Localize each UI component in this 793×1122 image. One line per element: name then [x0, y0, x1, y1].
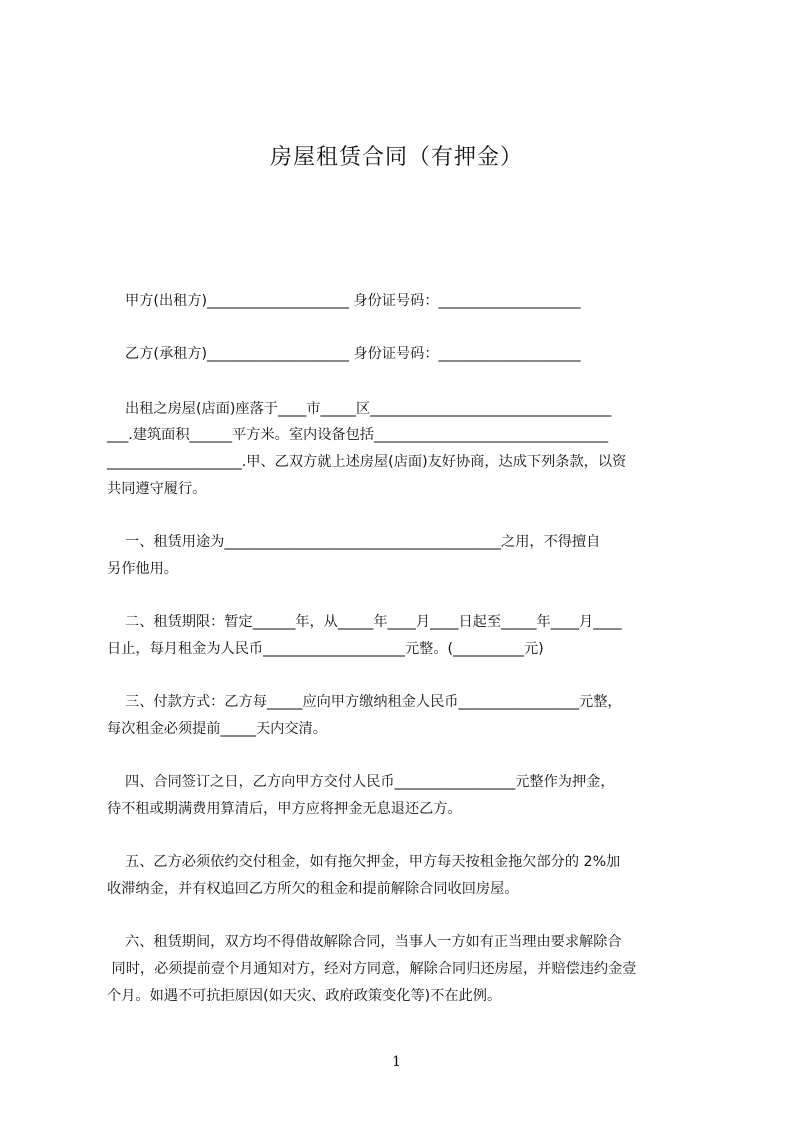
- clause-6-line: 同时，必须提前壹个月通知对方，经对方同意，解除合同归还房屋，并赔偿违约金壹: [107, 961, 637, 977]
- clause-2-line: 日止，每月租金为人民币____________________元整。(__________元): [107, 641, 544, 657]
- clause-4-line: 待不租或期满费用算清后，甲方应将押金无息退还乙方。: [107, 801, 462, 817]
- party-a-line: 甲方(出租方)____________________ 身份证号码：____________________: [107, 293, 581, 309]
- clause-5-line: 五、乙方必须依约交付租金，如有拖欠押金，甲方每天按租金拖欠部分的 2%加: [107, 854, 621, 870]
- premises-text-line: ___________________.甲、乙双方就上述房屋(店面)友好协商，达成下列条款，以资: [107, 454, 627, 470]
- clause-2-line: 二、租赁期限：暂定______年，从_____年____月____日起至_____年____月____: [107, 614, 622, 630]
- clause-1-line: 另作他用。: [107, 561, 178, 577]
- document-title: 房屋租赁合同（有押金）: [269, 145, 523, 170]
- clause-3-line: 每次租金必须提前_____天内交清。: [107, 721, 327, 737]
- clause-1-line: 一、租赁用途为_______________________________________之用，不得擅自: [107, 534, 601, 550]
- clause-4-line: 四、合同签订之日，乙方向甲方交付人民币_________________元整作为押金，: [107, 774, 615, 790]
- premises-text-line: ___.建筑面积______平方米。室内设备包括_________________________________: [107, 427, 609, 443]
- premises-text-line: 共同遵守履行。: [107, 481, 207, 497]
- clause-6-line: 六、租赁期间，双方均不得借故解除合同，当事人一方如有正当理由要求解除合: [107, 934, 622, 950]
- premises-text-line: 出租之房屋(店面)座落于____市_____区__________________________________: [107, 401, 612, 417]
- page-number: 1: [392, 1054, 401, 1070]
- clause-3-line: 三、付款方式：乙方每_____应向甲方缴纳租金人民币_________________元整，: [107, 694, 622, 710]
- clause-6-line: 个月。如遇不可抗拒原因(如天灾、政府政策变化等)不在此例。: [107, 988, 502, 1004]
- party-b-line: 乙方(承租方)____________________ 身份证号码：____________________: [107, 346, 581, 362]
- clause-5-line: 收滞纳金，并有权追回乙方所欠的租金和提前解除合同收回房屋。: [107, 881, 519, 897]
